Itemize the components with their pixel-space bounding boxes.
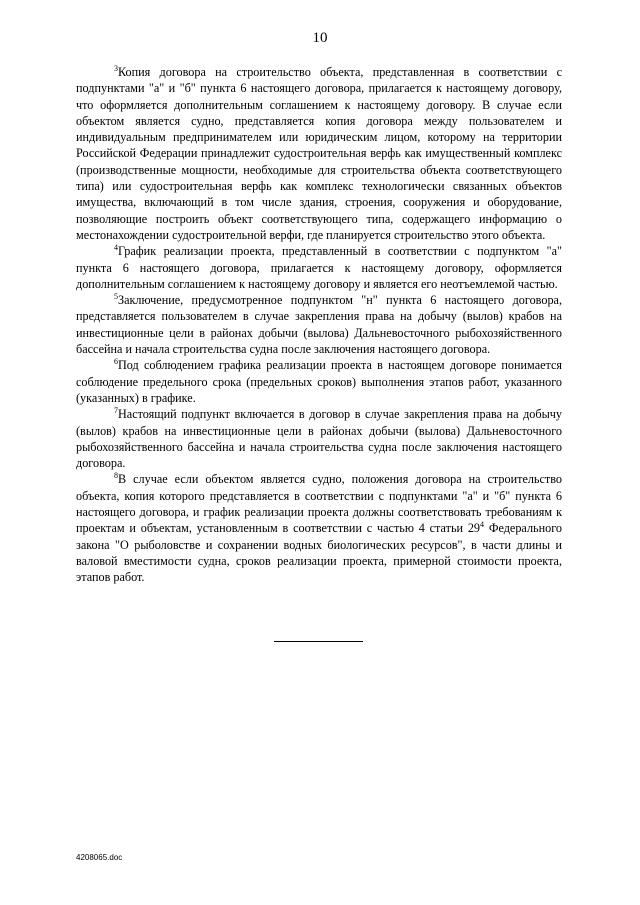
footnote-7 [76,406,562,471]
page-number: 10 [312,30,328,46]
footnote-marker: 6 [114,357,118,367]
footnote-marker: 8 [114,471,118,481]
footnote-6 [76,357,562,406]
footnote-3 [76,64,562,243]
footnote-marker: 5 [114,292,118,302]
footnote-text-continued: Федерального закона "О рыболовстве и сохранении водных биологических ресурсов", в части длины и валовой вместимости судна, сроков реализации проекта, примерной стоимости проекта, этапов работ. [76,521,562,585]
footnote-4 [76,243,562,292]
footnotes-section [76,64,562,586]
footnote-text: Настоящий подпункт включается в договор в случае закрепления права на добычу (вылов) крабов на инвестиционные цели в районах добычи (вылова) Дальневосточного рыбохозяйственного бассейна и начала строительства судна после заключения настоящего договора. [76,407,562,471]
inline-superscript: 4 [480,520,485,530]
footnote-8 [76,471,562,585]
footnote-text: График реализации проекта, представленный в соответствии с подпунктом "а" пункта 6 настоящего договора, прилагается к настоящему договору, оформляется дополнительным соглашением к настоящему договору и является его неотъемлемой частью. [76,244,562,291]
footnote-marker: 3 [114,64,118,73]
footnote-marker: 4 [114,243,118,253]
footnote-text: Заключение, предусмотренное подпунктом "н" пункта 6 настоящего договора, представляется пользователем в случае закрепления права на добычу (вылов) крабов на инвестиционные цели в районах добычи (вылова) Дальневосточного рыбохозяйственного бассейна и начала строительства судна после заключения настоящего договора. [76,293,562,357]
separator-line [274,641,363,642]
footnote-marker: 7 [114,406,118,416]
footnote-text: В случае если объектом является судно, положения договора на строительство объекта, копия которого представляется в соответствии с подпунктами "а" и "б" пункта 6 настоящего договора, и график реализации проекта должны соответствовать требованиям к проектам и объектам, установленным в соответствии с частью 4 статьи 29 [76,472,562,536]
footnote-5 [76,292,562,357]
footnote-text: Под соблюдением графика реализации проекта в настоящем договоре понимается соблюдение предельного срока (предельных сроков) выполнения этапов работ, указанного (указанных) в графике. [76,358,562,405]
footnote-text: Копия договора на строительство объекта, представленная в соответствии с подпунктами "а" и "б" пункта 6 настоящего договора, прилагается к настоящему договору, что оформляется дополнительным соглашением к настоящему договору. В случае если объектом является судно, представляется копия договора между пользователем и индивидуальным предпринимателем или юридическим лицом, которому на территории Российской Федерации принадлежит судостроительная верфь как имущественный комплекс (производственные мощности, необходимые для строительства объекта соответствующего типа) или судостроительная верфь как комплекс технологически связанных объектов имущества, включающий в том числе здания, строения, сооружения и оборудование, позволяющие построить объект соответствующего типа, содержащего информацию о местонахождении судостроительной верфи, где планируется строительство этого объекта. [76,65,562,242]
document-filename: 4208065.doc [76,853,123,862]
